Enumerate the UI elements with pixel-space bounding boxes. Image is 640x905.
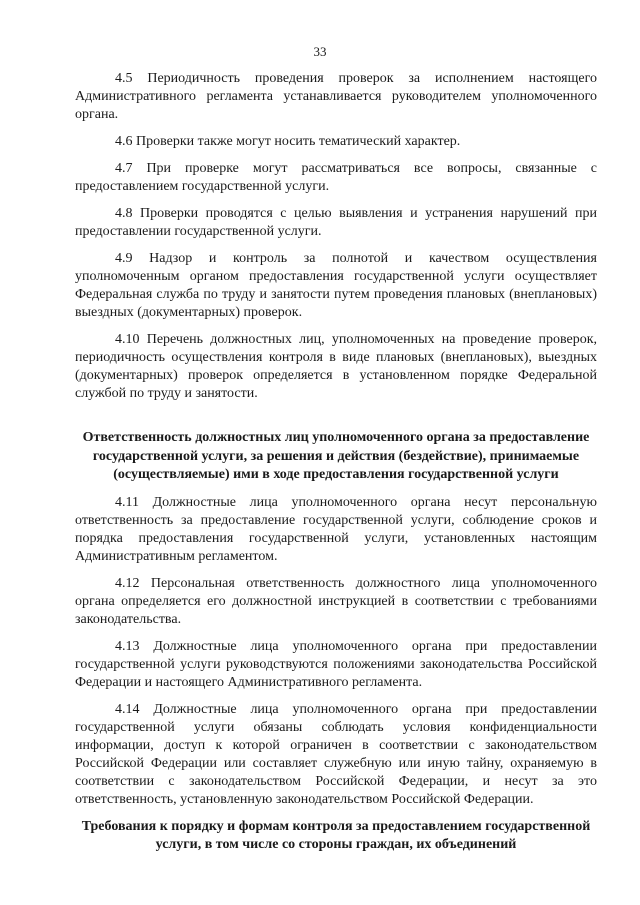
paragraph-4-5: 4.5 Периодичность проведения проверок за исполнением настоящего Административного регламента устанавливается руководителем уполномоченного органа.: [75, 71, 597, 122]
paragraph-4-11: 4.11 Должностные лица уполномоченного органа несут персональную ответственность за предоставление государственной услуги, соблюдение сроков и порядка предоставления государственной услуги, установленных настоящим Административным регламентом.: [75, 494, 597, 564]
section-heading-responsibility: Ответственность должностных лиц уполномоченного органа за предоставление государственной услуги, за решения и действия (бездействие), принимаемые (осуществляемые) ими в ходе предоставления государственной услуги: [82, 430, 590, 482]
paragraph-4-13: 4.13 Должностные лица уполномоченного органа при предоставлении государственной услуги руководствуются положениями законодательства Российской Федерации и настоящего Административного регламента.: [75, 638, 597, 690]
paragraph-4-6: 4.6 Проверки также могут носить тематический характер.: [115, 134, 461, 149]
paragraph-4-8: 4.8 Проверки проводятся с целью выявления и устранения нарушений при предоставлении государственной услуги.: [75, 206, 597, 239]
paragraph-4-12: 4.12 Персональная ответственность должностного лица уполномоченного органа определяется его должностной инструкцией в соответствии с требованиями законодательства.: [75, 575, 597, 627]
paragraph-4-9: 4.9 Надзор и контроль за полнотой и качеством осуществления уполномоченным органом предоставления государственной услуги осуществляет Федеральная служба по труду и занятости путем проведения плановых (внеплановых) выездных (документарных) проверок.: [75, 251, 597, 320]
page-number: 33: [313, 44, 327, 59]
paragraph-4-14: 4.14 Должностные лица уполномоченного органа при предоставлении государственной услуги обязаны соблюдать условия конфиденциальности информации, доступ к которой ограничен в соответствии с законодательством Российской Федерации или составляет служебную или иную тайну, охраняемую в соответствии с законодательством Российской Федерации, и несут за это ответственность, установленную законодательством Российской Федерации.: [75, 701, 597, 807]
document-body: [75, 70, 597, 855]
paragraph-4-10: 4.10 Перечень должностных лиц, уполномоченных на проведение проверок, периодичность осуществления контроля в виде плановых (внеплановых), выездных (документарных) проверок определяется в установленном порядке Федеральной службой по труду и занятости.: [75, 332, 597, 401]
section-heading-requirements: Требования к порядку и формам контроля за предоставлением государственной услуги, в том числе со стороны граждан, их объединений: [81, 818, 591, 852]
paragraph-4-7: 4.7 При проверке могут рассматриваться все вопросы, связанные с предоставлением государственной услуги.: [75, 161, 597, 194]
